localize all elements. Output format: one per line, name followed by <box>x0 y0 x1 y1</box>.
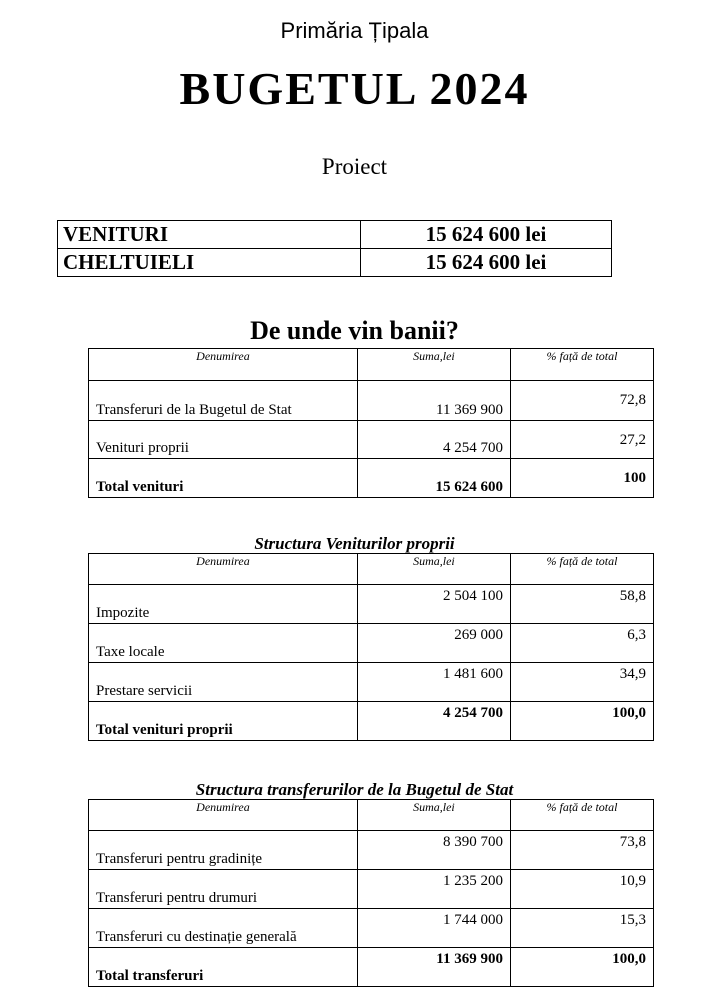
row-name: Venituri proprii <box>89 421 358 459</box>
row-name: Prestare servicii <box>89 663 358 702</box>
table-total-row <box>89 459 654 498</box>
total-name: Total venituri <box>89 459 358 498</box>
document-status: Proiect <box>321 154 388 179</box>
column-header: Denumirea <box>89 554 358 585</box>
row-name: Taxe locale <box>89 624 358 663</box>
row-name: Transferuri pentru drumuri <box>89 870 358 909</box>
state-transfers-table <box>88 799 654 987</box>
row-sum: 4 254 700 <box>357 421 510 459</box>
row-name: Transferuri pentru gradinițe <box>89 831 358 870</box>
total-sum: 15 624 600 <box>357 459 510 498</box>
row-percent: 72,8 <box>510 381 653 421</box>
total-name: Total transferuri <box>89 948 358 987</box>
table-total-row <box>89 948 654 987</box>
row-sum: 2 504 100 <box>357 585 510 624</box>
state-transfers-heading: Structura transferurilor de la Bugetul de Stat <box>195 780 514 799</box>
summary-value: 15 624 600 lei <box>361 249 612 277</box>
row-percent: 10,9 <box>510 870 653 909</box>
row-percent: 15,3 <box>510 909 653 948</box>
column-header: Denumirea <box>89 800 358 831</box>
row-name: Impozite <box>89 585 358 624</box>
table-row <box>89 663 654 702</box>
organization-name: Primăria Țipala <box>280 18 429 43</box>
row-percent: 58,8 <box>510 585 653 624</box>
row-name: Transferuri de la Bugetul de Stat <box>89 381 358 421</box>
table-row <box>89 624 654 663</box>
total-percent: 100,0 <box>510 702 653 741</box>
row-sum: 8 390 700 <box>357 831 510 870</box>
table-header <box>89 554 654 585</box>
total-percent: 100,0 <box>510 948 653 987</box>
row-name: Transferuri cu destinație generală <box>89 909 358 948</box>
budget-title: BUGETUL 2024 <box>179 63 530 114</box>
summary-row-revenue <box>58 221 612 249</box>
revenue-origin-heading: De unde vin banii? <box>250 316 459 345</box>
row-percent: 73,8 <box>510 831 653 870</box>
total-sum: 4 254 700 <box>357 702 510 741</box>
own-revenue-heading: Structura Veniturilor proprii <box>254 534 455 553</box>
total-percent: 100 <box>510 459 653 498</box>
row-sum: 11 369 900 <box>357 381 510 421</box>
own-revenue-table <box>88 553 654 741</box>
column-header: % față de total <box>510 800 653 831</box>
revenue-origin-table <box>88 348 654 498</box>
row-sum: 1 481 600 <box>357 663 510 702</box>
table-row <box>89 421 654 459</box>
summary-value: 15 624 600 lei <box>361 221 612 249</box>
column-header: % față de total <box>510 349 653 381</box>
summary-table <box>57 220 612 277</box>
row-sum: 269 000 <box>357 624 510 663</box>
row-percent: 6,3 <box>510 624 653 663</box>
row-percent: 27,2 <box>510 421 653 459</box>
table-total-row <box>89 702 654 741</box>
column-header: Denumirea <box>89 349 358 381</box>
summary-row-expenses <box>58 249 612 277</box>
table-header <box>89 800 654 831</box>
table-row <box>89 870 654 909</box>
summary-label: VENITURI <box>58 221 361 249</box>
table-row <box>89 585 654 624</box>
summary-label: CHELTUIELI <box>58 249 361 277</box>
row-sum: 1 235 200 <box>357 870 510 909</box>
table-row <box>89 381 654 421</box>
table-header <box>89 349 654 381</box>
total-sum: 11 369 900 <box>357 948 510 987</box>
table-row <box>89 831 654 870</box>
total-name: Total venituri proprii <box>89 702 358 741</box>
row-percent: 34,9 <box>510 663 653 702</box>
column-header: Suma,lei <box>357 800 510 831</box>
row-sum: 1 744 000 <box>357 909 510 948</box>
column-header: Suma,lei <box>357 349 510 381</box>
table-row <box>89 909 654 948</box>
column-header: % față de total <box>510 554 653 585</box>
column-header: Suma,lei <box>357 554 510 585</box>
